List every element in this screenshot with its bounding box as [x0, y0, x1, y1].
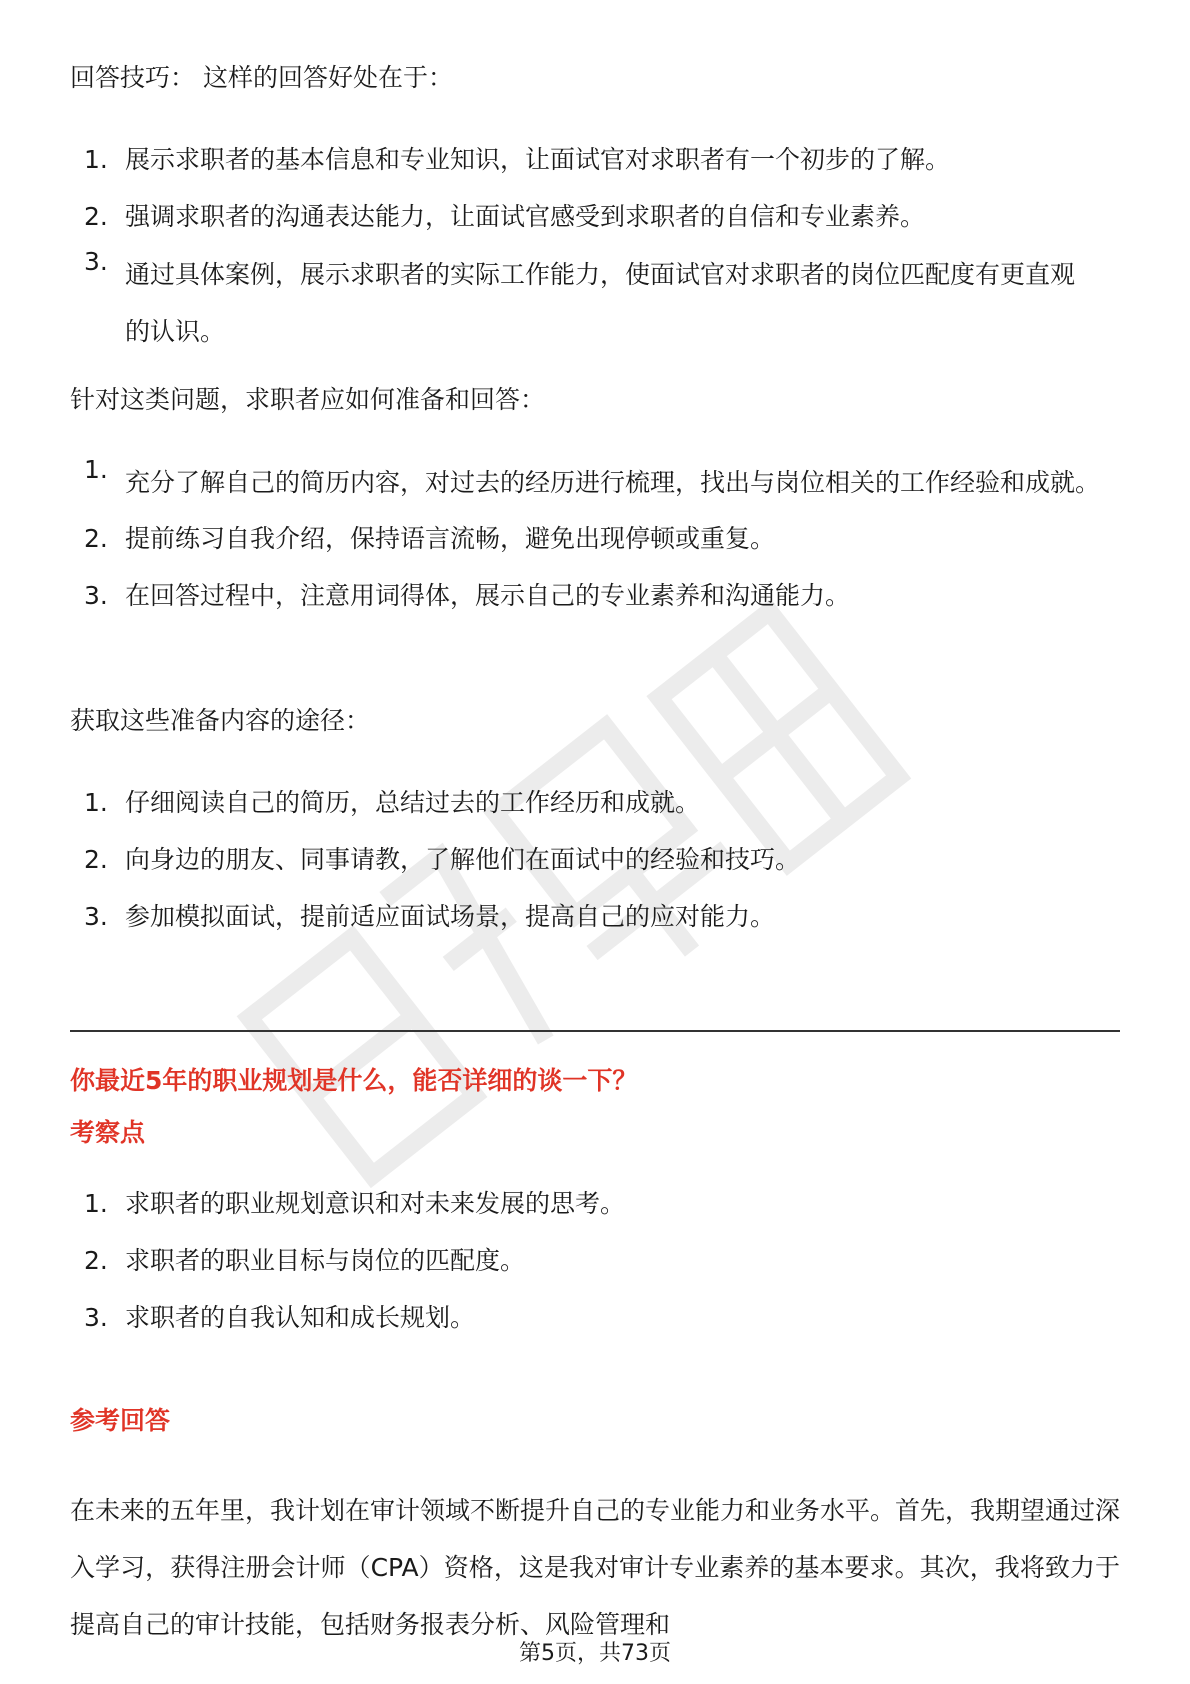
list-item: 3. 通过具体案例，展示求职者的实际工作能力，使面试官对求职者的岗位匹配度有更直观的认识。 [84, 247, 1076, 346]
tips-list [70, 144, 1120, 360]
list-item: 2. 求职者的职业目标与岗位的匹配度。 [84, 1246, 526, 1275]
focus-heading: 考察点 [70, 1118, 146, 1147]
reference-heading: 参考回答 [70, 1406, 171, 1435]
list-item: 2. 强调求职者的沟通表达能力，让面试官感受到求职者的自信和专业素养。 [84, 202, 926, 231]
list-item: 3. 在回答过程中，注意用词得体，展示自己的专业素养和沟通能力。 [84, 581, 851, 610]
list-item: 1. 仔细阅读自己的简历，总结过去的工作经历和成就。 [84, 788, 701, 817]
prep-heading: 针对这类问题，求职者应如何准备和回答： [70, 385, 546, 414]
focus-list [70, 1188, 1120, 1334]
page-footer: 第5页，共73页 [519, 1641, 671, 1666]
question-title: 你最近5年的职业规划是什么，能否详细的谈一下？ [70, 1066, 638, 1095]
list-item: 2. 向身边的朋友、同事请教，了解他们在面试中的经验和技巧。 [84, 845, 801, 874]
section-divider [70, 1030, 1120, 1032]
sources-heading: 获取这些准备内容的途径： [70, 706, 371, 735]
list-item: 1. 充分了解自己的简历内容，对过去的经历进行梳理，找出与岗位相关的工作经验和成就。 [84, 455, 1101, 497]
prep-list [70, 455, 1120, 612]
sources-list [70, 787, 1120, 933]
list-item: 3. 求职者的自我认知和成长规划。 [84, 1303, 476, 1332]
list-item: 1. 求职者的职业规划意识和对未来发展的思考。 [84, 1189, 626, 1218]
list-item: 1. 展示求职者的基本信息和专业知识，让面试官对求职者有一个初步的了解。 [84, 145, 951, 174]
reference-answer: 在未来的五年里，我计划在审计领域不断提升自己的专业能力和业务水平。首先，我期望通过深入学习，获得注册会计师（CPA）资格，这是我对审计专业素养的基本要求。其次，我将致力于提高自己的审计技能，包括财务报表分析、风险管理和 [70, 1496, 1121, 1639]
list-item: 3. 参加模拟面试，提前适应面试场景，提高自己的应对能力。 [84, 902, 776, 931]
list-item: 2. 提前练习自我介绍，保持语言流畅，避免出现停顿或重复。 [84, 524, 776, 553]
tips-heading: 回答技巧： 这样的回答好处在于： [70, 63, 453, 92]
